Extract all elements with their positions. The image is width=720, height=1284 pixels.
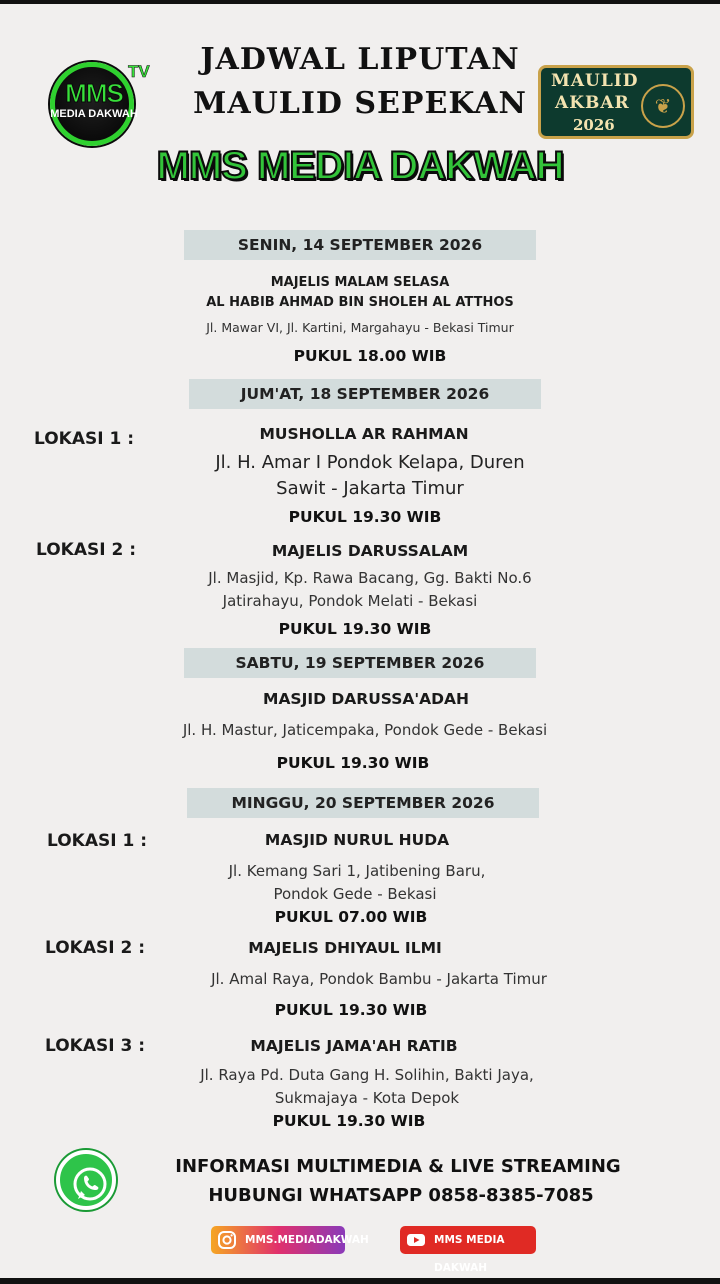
logo-mms-text: MMS	[65, 78, 123, 108]
venue: MAJELIS DARUSSALAM	[271, 542, 469, 560]
venue-line-1: MAJELIS MALAM SELASA	[270, 275, 450, 290]
time: PUKUL 19.30 WIB	[276, 754, 430, 772]
instagram-button[interactable]	[211, 1226, 369, 1254]
location-label: LOKASI 2 :	[36, 540, 137, 560]
location-label: LOKASI 3 :	[45, 1036, 146, 1056]
youtube-icon	[406, 1230, 426, 1250]
day-bar-sabtu: SABTU, 19 SEPTEMBER 2026	[184, 648, 536, 678]
badge-line-1: MAULID	[551, 71, 639, 91]
location-label: LOKASI 1 :	[34, 429, 135, 449]
maulid-badge	[538, 65, 694, 139]
logo-sub-text: MEDIA DAKWAH	[50, 108, 138, 120]
venue: MUSHOLLA AR RAHMAN	[259, 425, 469, 443]
calligraphy-icon: ❦	[641, 84, 685, 128]
day-bar-senin: SENIN, 14 SEPTEMBER 2026	[184, 230, 536, 260]
venue: MAJELIS DHIYAUL ILMI	[248, 939, 442, 957]
youtube-channel: MMS MEDIA DAKWAH	[434, 1234, 505, 1274]
time: PUKUL 19.30 WIB	[278, 620, 432, 638]
badge-line-2: AKBAR	[555, 93, 630, 113]
address-line-1: Jl. Kemang Sari 1, Jatibening Baru,	[228, 862, 486, 880]
footer-contact-line: HUBUNGI WHATSAPP 0858-8385-7085	[208, 1185, 594, 1206]
youtube-button[interactable]	[400, 1226, 536, 1274]
venue: MASJID NURUL HUDA	[264, 831, 450, 849]
venue: MAJELIS JAMA'AH RATIB	[250, 1037, 458, 1055]
footer-info-line: INFORMASI MULTIMEDIA & LIVE STREAMING	[175, 1156, 621, 1177]
venue: MASJID DARUSSA'ADAH	[263, 690, 469, 708]
venue-line-2: AL HABIB AHMAD BIN SHOLEH AL ATTHOS	[206, 295, 514, 310]
time: PUKUL 19.30 WIB	[288, 508, 442, 526]
brand-title: MMS MEDIA DAKWAH	[156, 144, 564, 188]
instagram-icon	[217, 1230, 237, 1250]
title-line-2: MAULID SEPEKAN	[193, 86, 527, 121]
address-line-1: Jl. Raya Pd. Duta Gang H. Solihin, Bakti Jaya,	[200, 1066, 534, 1084]
time: PUKUL 07.00 WIB	[274, 908, 428, 926]
time: PUKUL 19.30 WIB	[274, 1001, 428, 1019]
time: PUKUL 18.00 WIB	[293, 347, 447, 365]
instagram-handle: MMS.MEDIADAKWAH	[245, 1234, 369, 1246]
location-label: LOKASI 2 :	[45, 938, 146, 958]
time: PUKUL 19.30 WIB	[272, 1112, 426, 1130]
address: Jl. H. Mastur, Jaticempaka, Pondok Gede - Bekasi	[182, 721, 548, 739]
logo-tv-text: TV	[128, 62, 150, 81]
address-line-2: Sawit - Jakarta Timur	[276, 478, 464, 499]
address-line-2: Sukmajaya - Kota Depok	[274, 1089, 460, 1107]
title-line-1: JADWAL LIPUTAN	[200, 42, 520, 77]
day-bar-jumat: JUM'AT, 18 SEPTEMBER 2026	[189, 379, 541, 409]
badge-year: 2026	[573, 116, 615, 134]
day-bar-minggu: MINGGU, 20 SEPTEMBER 2026	[187, 788, 539, 818]
address-line-1: Jl. H. Amar I Pondok Kelapa, Duren	[215, 452, 525, 473]
address-line-2: Pondok Gede - Bekasi	[273, 885, 437, 903]
address-line-2: Jatirahayu, Pondok Melati - Bekasi	[222, 592, 478, 610]
location-label: LOKASI 1 :	[47, 831, 148, 851]
address: Jl. Mawar VI, Jl. Kartini, Margahayu - Bekasi Timur	[206, 320, 514, 335]
address-line-1: Jl. Masjid, Kp. Rawa Bacang, Gg. Bakti No.6	[208, 569, 532, 587]
address: Jl. Amal Raya, Pondok Bambu - Jakarta Timur	[211, 970, 547, 988]
